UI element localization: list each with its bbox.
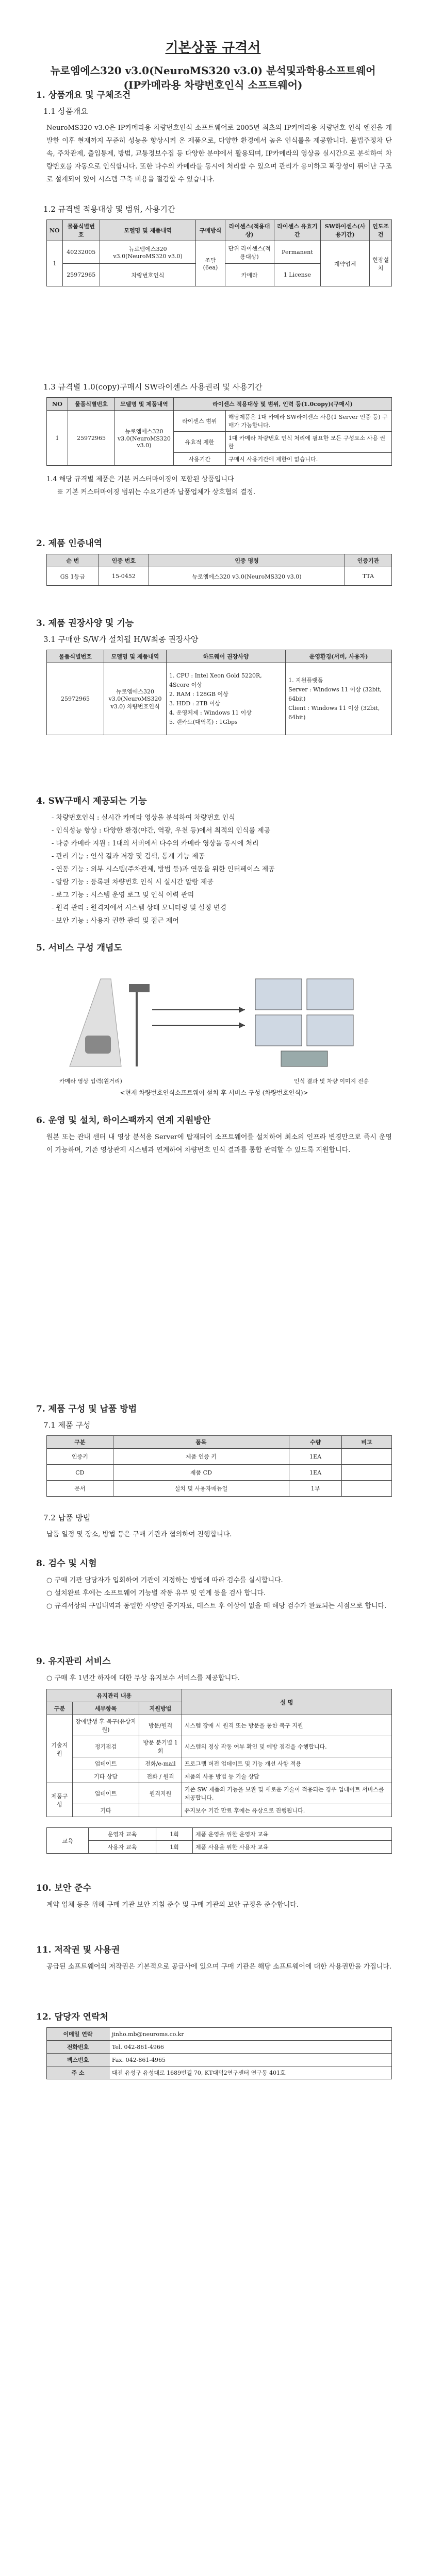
cell7: 문서 [47,1481,113,1497]
cell9-group: 기술지원 [47,1715,73,1783]
feature-item: - 다중 카메라 지원 : 1대의 서버에서 다수의 카메라 영상을 동시에 처리 [52,840,259,848]
th9-item: 세부항목 [72,1702,139,1715]
cell-edu: 사용자 교육 [89,1841,156,1854]
cell9: 전화 / 원격 [139,1770,182,1783]
contact-address: 대전 유성구 유성대로 1689번길 70, KT대덕2연구센터 연구동 401호 [109,2066,392,2079]
section-12-heading: 12. 담당자 연락처 [36,2012,108,2022]
section-11 [36,1942,392,1973]
feature-item: - 보안 기능 : 사용자 권한 관리 및 접근 제어 [52,917,179,925]
cell3-env [286,663,392,735]
section-7-heading: 7. 제품 구성 및 납품 방법 [36,1404,137,1414]
th9-type: 구분 [47,1702,73,1715]
cell-note: 현장설치 [370,241,392,286]
section-1-1-heading: 1.1 상품개요 [43,107,88,116]
cell3-id: 25972965 [47,663,104,735]
inspection-item: ○ 설치완료 후에는 소프트웨어 기능별 작동 유무 및 연계 등을 검사 합니다. [46,1589,266,1597]
section-11-text: 공급된 소프트웨어의 저작권은 기본적으로 공급사에 있으며 구매 기관은 해당 소프트웨어에 대한 사용권만을 가집니다. [46,1963,392,1971]
cell13-k0: 라이센스 범위 [173,411,225,432]
cell-edu: 1회 [156,1828,193,1841]
hw-line: 3. HDD : 2TB 이상 [169,700,221,707]
cell9: 업데이트 [72,1757,139,1770]
note-customizing: ※ 기본 커스터마이징 범위는 수요기관과 납품업체가 상호협의 결정. [57,488,256,496]
th9-group: 유지관리 내용 [47,1689,182,1702]
section-4-heading: 4. SW구매시 제공되는 기능 [36,796,147,806]
th13-license: 라이센스 적용대상 및 범위, 인력 등(1.0copy)(구매시) [173,398,391,411]
cell3-hw [167,663,286,735]
document-title: 기본상품 규격서 [165,40,261,56]
cell-edu-group: 교육 [47,1828,89,1854]
section-12 [36,2009,392,2079]
section-6-heading: 6. 운영 및 설치, 하이스팩까지 연계 지원방안 [36,1115,211,1126]
cell9 [139,1804,182,1817]
cell-delivery: 계약업체 [321,241,370,286]
cell9: 시스템 장애 시 원격 또는 방문을 통한 복구 지원 [182,1715,391,1736]
server-icon [281,1051,327,1066]
feature-list [52,811,392,927]
cell9: 방문/원격 [139,1715,182,1736]
section-1-heading: 1. 상품개요 및 구체조건 [36,90,131,100]
cell9: 방문 분기별 1회 [139,1736,182,1757]
th2-org: 인증기관 [345,554,391,567]
car-icon [85,1036,111,1054]
th9-desc: 설 명 [182,1689,391,1715]
diagram-left-label: 카메라 영상 입력(원거리) [59,1078,122,1084]
hw-line: 2. RAM : 128GB 이상 [169,690,228,698]
cell13-v0: 해당제품은 1대 카메라 SW라이센스 사용(1 Server 인증 등) 구매가 가능합니다. [225,411,391,432]
cell13-v2: 구매시 사용기간에 제한이 없습니다. [225,453,391,466]
cell-edu: 제품 운영을 위한 운영자 교육 [193,1828,392,1841]
section-1-3-heading: 1.3 규격별 1.0(copy)구매시 SW라이센스 사용권리 및 사용기간 [43,382,263,392]
cell-no: 1 [47,241,63,286]
cell-method: 조달 (6ea) [196,241,225,286]
feature-item: - 연동 기능 : 외부 시스템(주차관제, 방범 등)과 연동을 위한 인터페이스 제공 [52,866,275,873]
cell9: 기존 SW 제품의 기능을 보완 및 새로운 기술이 적용되는 경우 업데이트 서비스를 제공합니다. [182,1783,391,1804]
th2-num: 인증 번호 [99,554,149,567]
cell7 [342,1481,392,1497]
spec-table-2 [46,397,392,466]
contact-fax: Fax. 042-861-4965 [109,2054,392,2066]
cell2-name: 뉴로엠에스320 v3.0(NeuroMS320 v3.0) [149,567,345,586]
env-line: Client : Windows 11 이상 (32bit, 64bit) [288,704,380,721]
cell9: 제품의 사용 방법 등 기술 상담 [182,1770,391,1783]
cell-model-2: 차량번호인식 [100,264,196,286]
overview-text: NeuroMS320 v3.0은 IP카메라용 차량번호인식 소프트웨어로 2005년 최초의 IP카메라용 차량번호 인식 엔진을 개발한 이후 현재까지 꾸준히 성능을 향상시켜 온 제품으로, 다양한 환경에서 높은 인식률을 제공합니다. 불법주정차 단속, 주차관제, 출입통제, 방범, 교통정보수집 등 다양한 분야에서 활용되며, IP카메라의 영상을 실시간으로 분석하여 차량번호를 자동으로 인식합니다. 또한 다수의 카메라를 동시에 처리할 수 있으며 관리가 용이하고 확장성이 뛰어난 구조로 설계되어 있어 시스템 구축 비용을 절감할 수 있습니다. [46,124,392,183]
section-4 [36,793,392,927]
cell9: 기타 상담 [72,1770,139,1783]
feature-item: - 인식성능 향상 : 다양한 환경(야간, 역광, 우천 등)에서 최적의 인식률 제공 [52,827,271,835]
section-7 [36,1401,392,1541]
section-1-2-heading: 1.2 규격별 적용대상 및 범위, 사용기간 [43,205,175,214]
cell-id-2: 25972965 [62,264,100,286]
cell7: 인증키 [47,1449,113,1465]
subtitle-line-2: (IP카메라용 차량번호인식 소프트웨어) [123,79,303,91]
monitor-icon-4 [307,1015,353,1046]
education-table [46,1827,392,1854]
cell2-grade: GS 1등급 [47,567,99,586]
th7-item: 품목 [113,1436,289,1449]
env-line: Server : Windows 11 이상 (32bit, 64bit) [288,686,382,702]
cell-id: 40232005 [62,241,100,264]
maintenance-table [46,1689,392,1817]
th2-name: 인증 명칭 [149,554,345,567]
section-2-heading: 2. 제품 인증내역 [36,538,103,549]
composition-table [46,1435,392,1497]
cell9: 원격지원 [139,1783,182,1804]
camera-icon [129,984,150,992]
cell9: 전화/e-mail [139,1757,182,1770]
cell9: 프로그램 버전 업데이트 및 기능 개선 사항 적용 [182,1757,391,1770]
section-7-2-heading: 7.2 납품 방법 [43,1513,91,1522]
cell-period: Permanent [274,241,320,264]
section-9-heading: 9. 유지관리 서비스 [36,1656,111,1667]
section-5-heading: 5. 서비스 구성 개념도 [36,943,122,953]
section-6-text: 원본 또는 관내 센터 내 영상 분석용 Server에 탑재되어 소프트웨어를 설치하여 최소의 인프라 변경만으로 즉시 운영이 가능하며, 기존 영상관제 시스템과 연계하여 차량번호 인식 결과를 통합 관리할 수 있도록 지원합니다. [46,1133,392,1154]
feature-item: - 차량번호인식 : 실시간 카메라 영상을 분석하여 차량번호 인식 [52,814,235,822]
cell-target: 단위 라이센스(적용대상) [225,241,274,264]
service-diagram [49,958,379,1077]
th3-id: 물품식별번호 [47,650,104,663]
contact-table [46,2027,392,2079]
feature-item: - 관리 기능 : 인식 결과 저장 및 검색, 통계 기능 제공 [52,853,205,860]
delivery-text: 납품 일정 및 장소, 방법 등은 구매 기관과 협의하여 진행합니다. [46,1531,232,1538]
cell7 [342,1449,392,1465]
section-2 [36,536,392,586]
th-no: NO [47,220,63,241]
cell7: 1EA [289,1465,342,1481]
cell9: 유지보수 기간 만료 후에는 유상으로 진행됩니다. [182,1804,391,1817]
th13-id: 물품식별번호 [68,398,115,411]
section-11-heading: 11. 저작권 및 사용권 [36,1945,120,1955]
cell9: 기타 [72,1804,139,1817]
hw-line: 4. 운영체제 : Windows 11 이상 [169,709,252,716]
cell-edu: 제품 사용을 위한 사용자 교육 [193,1841,392,1854]
contact-email[interactable]: jinho.mb@neuroms.co.kr [109,2028,392,2041]
cell-edu: 1회 [156,1841,193,1854]
th-method: 구매방식 [196,220,225,241]
hw-line: 5. 랜카드(대역폭) : 1Gbps [169,718,238,725]
th-id: 물품식별번호 [62,220,100,241]
cell13-id: 25972965 [68,411,115,466]
th13-model: 모델명 및 제품내역 [115,398,174,411]
section-3-heading: 3. 제품 권장사양 및 기능 [36,618,134,629]
hw-table [46,650,392,735]
diagram-caption: <현재 차량번호인식소프트웨어 설치 후 서비스 구성 (차량번호인식)> [120,1089,308,1096]
section-8-heading: 8. 검수 및 시험 [36,1558,97,1569]
cell9: 시스템의 정상 작동 여부 확인 및 예방 점검을 수행합니다. [182,1736,391,1757]
th3-env: 운영환경(서버, 사용자) [286,650,392,663]
cell13-no: 1 [47,411,68,466]
th-target: 라이센스(적용대상) [225,220,274,241]
section-9 [36,1654,392,1854]
inspection-item: ○ 규격서상의 구입내역과 동일한 사양인 증거자료, 테스트 후 이상이 없을 때 해당 검수가 완료되는 시점으로 합니다. [46,1602,387,1610]
th3-hw: 하드웨어 권장사양 [167,650,286,663]
th7-note: 비고 [342,1436,392,1449]
spec-table-1 [46,219,392,286]
th7-qty: 수량 [289,1436,342,1449]
th9-method: 지원방법 [139,1702,182,1715]
section-1 [36,88,392,186]
cell7: CD [47,1465,113,1481]
cell7: 1EA [289,1449,342,1465]
cell9: 정기점검 [72,1736,139,1757]
th-delivery: 인도조건 [370,220,392,241]
cell2-org: TTA [345,567,391,586]
th3-model: 모델명 및 제품내역 [104,650,167,663]
contact-label: 주 소 [47,2066,109,2079]
section-10-heading: 10. 보안 준수 [36,1883,92,1893]
cell9: 장애발생 후 복구(유상지원) [72,1715,139,1736]
cell7: 설치 및 사용자매뉴얼 [113,1481,289,1497]
section-7-1-heading: 7.1 제품 구성 [43,1420,91,1430]
env-line: 1. 지원플랫폼 [288,676,323,684]
cell13-model: 뉴로엠에스320 v3.0(NeuroMS320 v3.0) [115,411,174,466]
section-10-text: 계약 업체 등을 위해 구매 기관 보안 지침 준수 및 구매 기관의 보안 규정을 준수합니다. [46,1901,299,1909]
hw-line: 1. CPU : Intel Xeon Gold 5220R, 4Score 이상 [169,672,262,688]
cell-edu: 운영자 교육 [89,1828,156,1841]
cell7: 제품 CD [113,1465,289,1481]
cell3-model: 뉴로엠에스320 v3.0(NeuroMS320 v3.0) 차량번호인식 [104,663,167,735]
cell9: 업데이트 [72,1783,139,1804]
feature-item: - 알람 기능 : 등록된 차량번호 인식 시 실시간 알람 제공 [52,878,214,886]
contact-phone: Tel. 042-861-4966 [109,2041,392,2054]
diagram-right-label: 인식 결과 및 차량 이미지 전송 [294,1078,369,1084]
cell2-num: 15-0452 [99,567,149,586]
cell-model: 뉴로엠에스320 v3.0(NeuroMS320 v3.0) [100,241,196,264]
section-3 [36,616,392,735]
th-sw: SW하이센스(사용기간) [321,220,370,241]
th7-type: 구분 [47,1436,113,1449]
section-10 [36,1880,392,1911]
section-3-1-heading: 3.1 구매한 S/W가 설치될 H/W최종 권장사양 [43,635,199,644]
feature-item: - 원격 관리 : 원격지에서 시스템 상태 모니터링 및 설정 변경 [52,904,226,912]
section-6 [36,1113,392,1157]
monitor-icon [255,979,302,1010]
th2-no: 순 번 [47,554,99,567]
contact-label: 팩스번호 [47,2054,109,2066]
cert-table [46,554,392,586]
contact-label: 전화번호 [47,2041,109,2054]
monitor-icon-2 [307,979,353,1010]
maintenance-intro: ○ 구매 후 1년간 하자에 대한 무상 유지보수 서비스를 제공합니다. [46,1674,240,1682]
cell13-v1: 1대 카메라 차량번호 인식 처리에 필요한 모든 구성요소 사용 권한 [225,432,391,453]
monitor-icon-3 [255,1015,302,1046]
contact-label: 이메일 연락 [47,2028,109,2041]
cell-period-2: 1 License [274,264,320,286]
cell9-group-2: 제품구성 [47,1783,73,1817]
feature-item: - 로그 기능 : 시스템 운영 로그 및 인식 이력 관리 [52,891,194,899]
th-period: 라이센스 유효기간 [274,220,320,241]
th13-no: NO [47,398,68,411]
th-model: 모델명 및 제품내역 [100,220,196,241]
note-1-4: 1.4 해당 규격별 제품은 기본 커스터마이징이 포함된 상품입니다 [46,476,234,483]
section-1-2 [36,204,392,286]
cell7 [342,1465,392,1481]
cell7: 1부 [289,1481,342,1497]
cell13-k2: 사용기간 [173,453,225,466]
inspection-item: ○ 구매 기관 담당자가 입회하여 기관이 지정하는 방법에 따라 검수를 실시합니다. [46,1577,283,1584]
section-8 [36,1556,392,1613]
cell-target-2: 카메라 [225,264,274,286]
diagram-svg [49,958,379,1077]
subtitle-line-1: 뉴로엠에스320 v3.0(NeuroMS320 v3.0) 분석및과학용소프트웨어 [50,64,376,77]
cell13-k1: 유효적 제한 [173,432,225,453]
cell7: 제품 인증 키 [113,1449,289,1465]
section-1-3 [36,381,392,499]
section-5 [36,940,392,1097]
